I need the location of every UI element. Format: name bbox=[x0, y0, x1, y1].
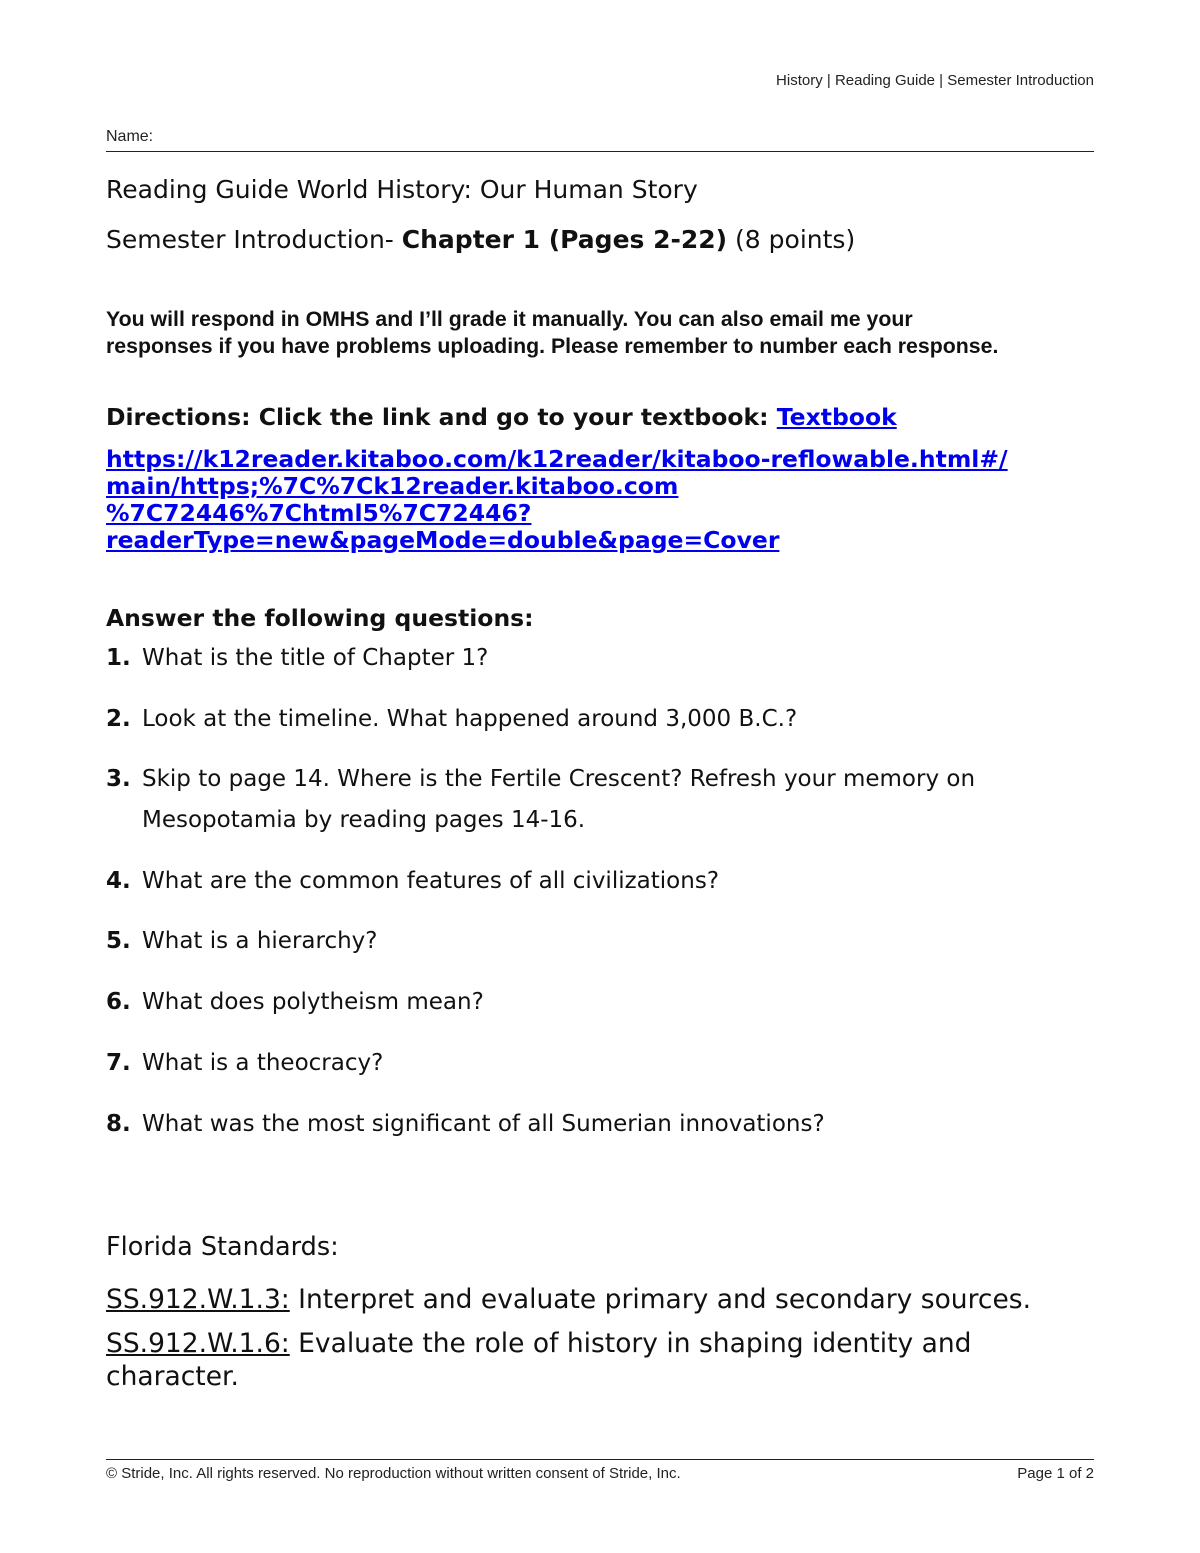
textbook-link[interactable]: Textbook bbox=[776, 403, 897, 431]
intro-line: responses if you have problems uploading. Please remember to number each response. bbox=[106, 334, 999, 358]
question-number: 5. bbox=[106, 928, 131, 954]
question-item bbox=[106, 759, 1066, 841]
question-number: 3. bbox=[106, 766, 131, 792]
question-text: What does polytheism mean? bbox=[142, 989, 484, 1015]
question-text: What is the title of Chapter 1? bbox=[142, 645, 489, 671]
document-subtitle bbox=[106, 225, 855, 254]
standard-item bbox=[106, 1283, 1066, 1316]
url-line[interactable]: %7C72446%7Chtml5%7C72446? bbox=[106, 499, 532, 527]
question-text: Skip to page 14. Where is the Fertile Crescent? Refresh your memory on bbox=[142, 766, 976, 792]
textbook-url-link[interactable] bbox=[106, 446, 1008, 554]
standard-item bbox=[106, 1327, 1066, 1393]
question-number: 4. bbox=[106, 868, 131, 894]
question-text-continued: Mesopotamia by reading pages 14-16. bbox=[142, 807, 586, 833]
subtitle-points: (8 points) bbox=[727, 225, 856, 254]
name-line bbox=[106, 151, 1094, 152]
intro-line: You will respond in OMHS and I’ll grade it manually. You can also email me your bbox=[106, 307, 913, 331]
question-item bbox=[106, 699, 1066, 740]
footer-divider bbox=[106, 1459, 1094, 1460]
question-text: What is a hierarchy? bbox=[142, 928, 378, 954]
footer-copyright: © Stride, Inc. All rights reserved. No reproduction without written consent of Stride, Inc. bbox=[106, 1465, 681, 1482]
standard-code: SS.912.W.1.6: bbox=[106, 1328, 290, 1359]
page-number: Page 1 of 2 bbox=[1017, 1465, 1094, 1482]
question-number: 7. bbox=[106, 1050, 131, 1076]
directions-text: Directions: Click the link and go to your textbook: bbox=[106, 403, 777, 431]
subtitle-chapter: Chapter 1 (Pages 2-22) bbox=[401, 225, 728, 254]
name-label: Name: bbox=[106, 128, 154, 145]
document-title: Reading Guide World History: Our Human Story bbox=[106, 175, 698, 204]
question-text: What is a theocracy? bbox=[142, 1050, 384, 1076]
url-line[interactable]: main/https;%7C%7Ck12reader.kitaboo.com bbox=[106, 472, 679, 500]
question-item bbox=[106, 1104, 1066, 1145]
directions bbox=[106, 403, 897, 431]
standard-text: Interpret and evaluate primary and secondary sources. bbox=[289, 1284, 1032, 1315]
question-number: 6. bbox=[106, 989, 131, 1015]
standard-text: Evaluate the role of history in shaping identity and bbox=[289, 1328, 972, 1359]
question-text: What was the most significant of all Sumerian innovations? bbox=[142, 1111, 825, 1137]
question-text: Look at the timeline. What happened around 3,000 B.C.? bbox=[142, 706, 798, 732]
questions-heading: Answer the following questions: bbox=[106, 604, 534, 632]
question-number: 8. bbox=[106, 1111, 131, 1137]
subtitle-prefix: Semester Introduction- bbox=[106, 225, 402, 254]
url-line[interactable]: https://k12reader.kitaboo.com/k12reader/kitaboo-reflowable.html#/ bbox=[106, 445, 1008, 473]
question-item bbox=[106, 638, 1066, 679]
question-item bbox=[106, 982, 1066, 1023]
running-header: History | Reading Guide | Semester Introduction bbox=[776, 72, 1094, 89]
question-item bbox=[106, 861, 1066, 902]
question-text: What are the common features of all civilizations? bbox=[142, 868, 720, 894]
standard-code: SS.912.W.1.3: bbox=[106, 1284, 290, 1315]
question-number: 1. bbox=[106, 645, 131, 671]
intro-paragraph bbox=[106, 306, 1106, 360]
standard-text-continued: character. bbox=[106, 1361, 239, 1392]
url-line[interactable]: readerType=new&pageMode=double&page=Cover bbox=[106, 526, 780, 554]
standards-heading: Florida Standards: bbox=[106, 1232, 339, 1262]
question-item bbox=[106, 1043, 1066, 1084]
question-number: 2. bbox=[106, 706, 131, 732]
question-item bbox=[106, 921, 1066, 962]
